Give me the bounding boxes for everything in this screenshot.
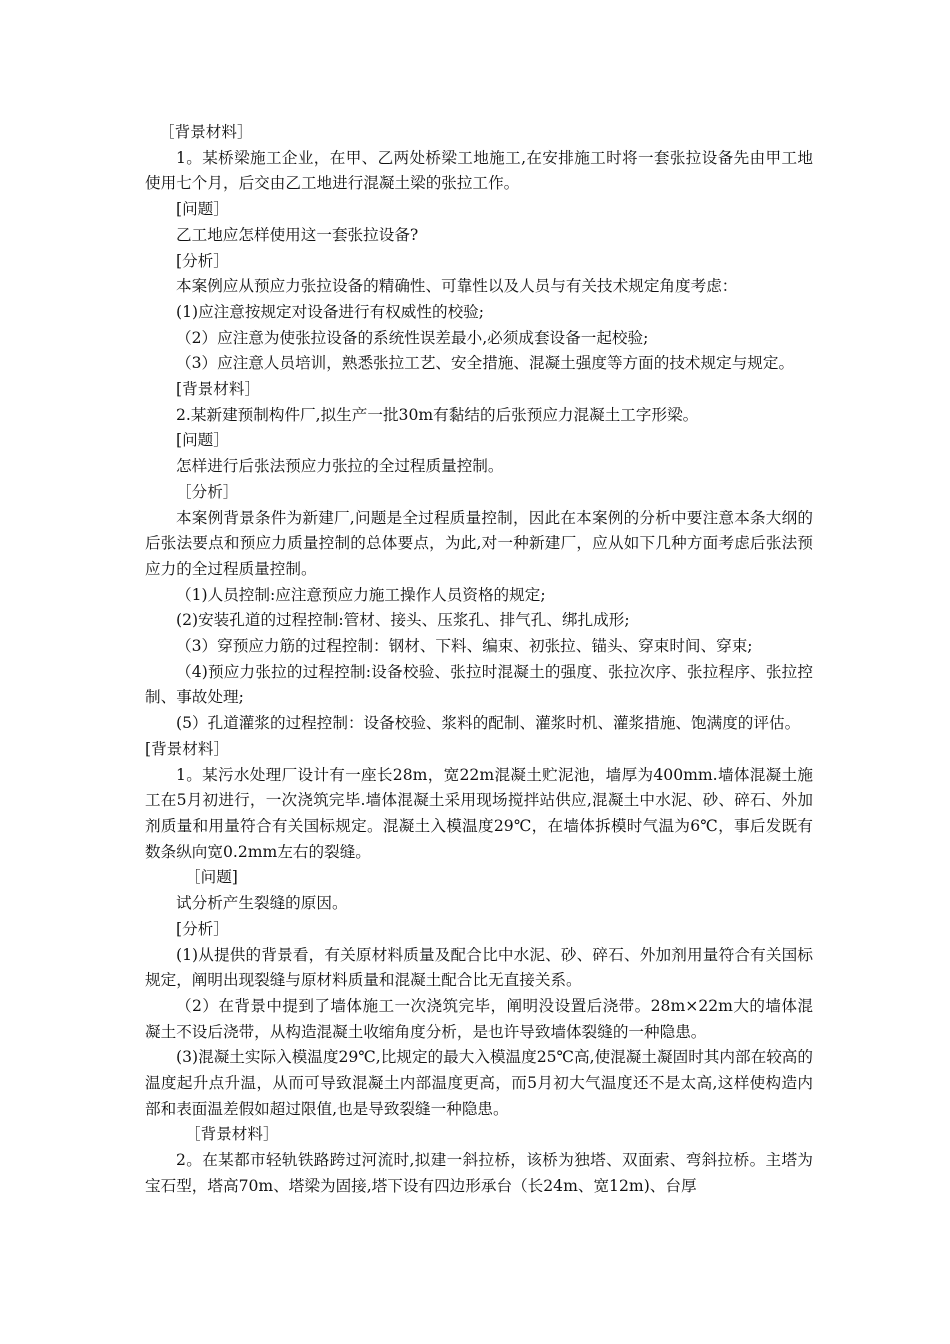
paragraph: [分析］ (176, 251, 229, 270)
paragraph: (3)混凝土实际入模温度29℃,比规定的最大入模温度25℃高,使混凝土凝固时其内部在较高的温度起升点升温，从而可导致混凝土内部温度更高，而5月初大气温度还不是太高,这样使构造内部和表面温差假如超过限值,也是导致裂缝一种隐患。 (145, 1048, 813, 1118)
paragraph: 2.某新建预制构件厂,拟生产一批30m有黏结的后张预应力混凝土工字形梁。 (176, 405, 699, 424)
paragraph: ［背景材料］ (159, 123, 253, 141)
paragraph: 1。某污水处理厂设计有一座长28m，宽22m混凝土贮泥池，墙厚为400mm.墙体混凝土施工在5月初进行，一次浇筑完毕.墙体混凝土采用现场搅拌站供应,混凝土中水泥、砂、碎石、外加剂质量和用量符合有关国标规定。混凝土入模温度29℃，在墙体拆模时气温为6℃，事后发既有数条纵向宽0.2mm左右的裂缝。 (145, 765, 813, 861)
paragraph: [背景材料］ (176, 380, 261, 399)
paragraph: （4)预应力张拉的过程控制:设备校验、张拉时混凝土的强度、张拉次序、张拉程序、张拉控制、事故处理; (145, 662, 813, 707)
paragraph: （3）穿预应力筋的过程控制：钢材、下料、编束、初张拉、锚头、穿束时间、穿束; (176, 637, 753, 656)
paragraph: （1)人员控制:应注意预应力施工操作人员资格的规定; (176, 585, 546, 604)
paragraph: 2。在某都市轻轨铁路跨过河流时,拟建一斜拉桥，该桥为独塔、双面索、弯斜拉桥。主塔为宝石型，塔高70m、塔梁为固接,塔下设有四边形承台（长24m、宽12m)、台厚 (145, 1151, 813, 1195)
paragraph: 怎样进行后张法预应力张拉的全过程质量控制。 (176, 457, 504, 476)
paragraph: ［背景材料］ (185, 1125, 279, 1144)
paragraph: ［问题] (185, 868, 238, 887)
paragraph: (1)从提供的背景看，有关原材料质量及配合比中水泥、砂、碎石、外加剂用量符合有关国标规定，阐明出现裂缝与原材料质量和混凝土配合比无直接关系。 (145, 945, 813, 990)
paragraph: 本案例背景条件为新建厂,问题是全过程质量控制，因此在本案例的分析中要注意本条大纲的后张法要点和预应力质量控制的总体要点，为此,对一种新建厂，应从如下几种方面考虑后张法预应力的全过程质量控制。 (145, 508, 813, 578)
paragraph: [问题］ (176, 200, 229, 219)
paragraph: [问题］ (176, 431, 229, 450)
paragraph: 1。某桥梁施工企业，在甲、乙两处桥梁工地施工,在安排施工时将一套张拉设备先由甲工地使用七个月，后交由乙工地进行混凝土梁的张拉工作。 (145, 148, 813, 193)
paragraph: （2）应注意为使张拉设备的系统性误差最小,必须成套设备一起校验; (176, 328, 649, 347)
paragraph: 本案例应从预应力张拉设备的精确性、可靠性以及人员与有关技术规定角度考虑： (176, 277, 738, 296)
document-body (145, 120, 813, 1200)
paragraph: (1)应注意按规定对设备进行有权威性的校验; (176, 302, 485, 321)
paragraph: 乙工地应怎样使用这一套张拉设备? (176, 225, 419, 244)
paragraph: (2)安装孔道的过程控制:管材、接头、压浆孔、排气孔、绑扎成形; (176, 611, 630, 630)
paragraph: ［分析］ (176, 482, 239, 501)
paragraph: [背景材料］ (145, 739, 230, 758)
paragraph: (5）孔道灌浆的过程控制：设备校验、浆料的配制、灌浆时机、灌浆措施、饱满度的评估。 (176, 714, 801, 733)
paragraph: [分析］ (176, 919, 229, 938)
paragraph: 试分析产生裂缝的原因。 (176, 894, 348, 913)
paragraph: （3）应注意人员培训，熟悉张拉工艺、安全措施、混凝土强度等方面的技术规定与规定。 (176, 354, 795, 373)
paragraph: （2）在背景中提到了墙体施工一次浇筑完毕，阐明没设置后浇带。28m×22m大的墙体混凝土不设后浇带，从构造混凝土收缩角度分析，是也许导致墙体裂缝的一种隐患。 (145, 996, 813, 1041)
